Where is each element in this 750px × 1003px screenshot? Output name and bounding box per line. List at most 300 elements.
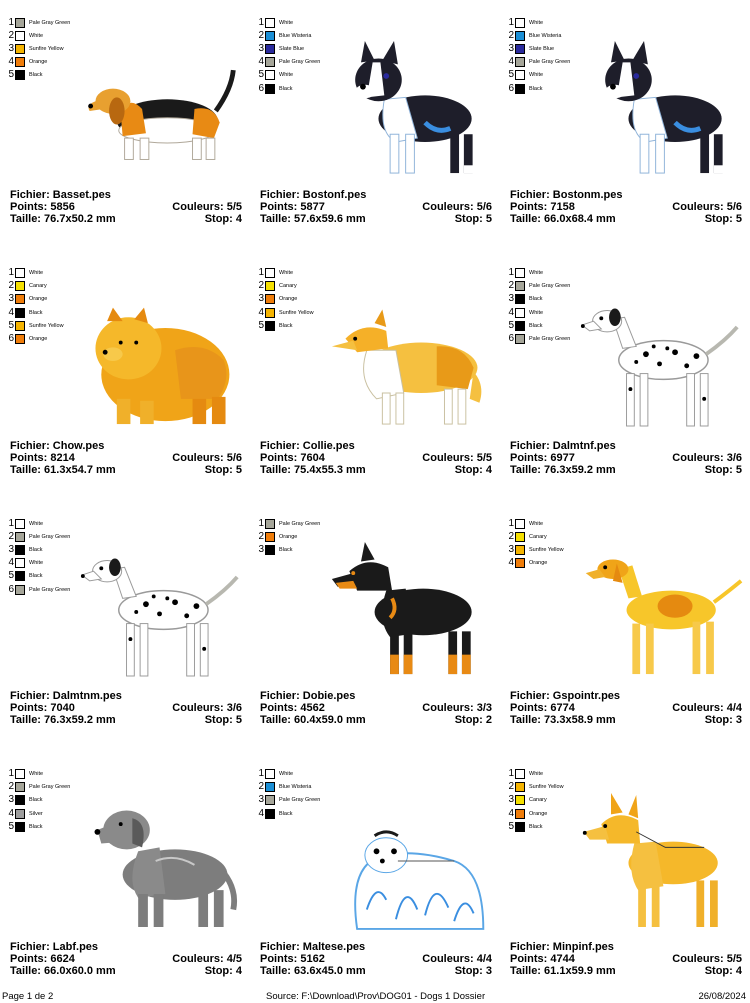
thread-color-name: Orange [529, 560, 548, 567]
stitch-points: Points: 5162 [260, 952, 325, 965]
color-swatch [15, 44, 25, 54]
color-swatch [515, 294, 525, 304]
points-row [510, 953, 742, 965]
color-swatch [15, 268, 25, 278]
color-swatch [265, 31, 275, 41]
color-swatch [265, 70, 275, 80]
color-swatch [515, 57, 525, 67]
page-number: Page 1 de 2 [2, 991, 54, 1002]
design-info [260, 440, 492, 476]
palette-index: 5 [258, 69, 264, 81]
color-swatch [515, 31, 525, 41]
color-swatch [515, 18, 525, 28]
size-row [10, 213, 242, 225]
points-row [10, 452, 242, 464]
design-size: Taille: 76.3x59.2 mm [10, 714, 116, 726]
design-size: Taille: 76.7x50.2 mm [10, 213, 116, 225]
color-swatch [515, 70, 525, 80]
stitch-points: Points: 7604 [260, 451, 325, 464]
palette-index: 1 [508, 267, 514, 279]
thread-color-name: Black [29, 309, 43, 316]
color-swatch [515, 822, 525, 832]
color-swatch [265, 281, 275, 291]
stop-count: Stop: 4 [204, 213, 242, 225]
thread-color-name: Blue Wisteria [279, 32, 312, 39]
size-row [510, 714, 742, 726]
design-info [260, 941, 492, 977]
color-count: Couleurs: 3/3 [422, 702, 492, 714]
design-size: Taille: 66.0x60.0 mm [10, 964, 116, 977]
thread-color-name: Sunfire Yellow [529, 546, 564, 553]
source-path: Source: F:\Download\Prov\DOG01 - Dogs 1 Dossier [266, 991, 486, 1002]
boston-terrier-embroidery [328, 34, 493, 184]
design-card [258, 515, 508, 766]
size-row [510, 213, 742, 225]
thread-color-name: White [29, 520, 44, 527]
file-row [260, 189, 492, 201]
palette-index: 1 [258, 267, 264, 279]
thread-color-name: Orange [279, 533, 298, 540]
color-swatch [515, 321, 525, 331]
palette-index: 3 [258, 42, 264, 54]
palette-index: 3 [8, 42, 14, 54]
color-swatch [15, 294, 25, 304]
thread-color-name: Pale Gray Green [529, 283, 571, 290]
basset-dog-embroidery [78, 34, 243, 184]
palette-index: 5 [8, 319, 14, 331]
points-row [510, 201, 742, 213]
color-swatch [265, 795, 275, 805]
design-card [258, 265, 508, 516]
thread-color-name: Pale Gray Green [29, 784, 71, 791]
design-info [260, 189, 492, 225]
thread-color-name: Pale Gray Green [279, 520, 321, 527]
design-info [510, 941, 742, 977]
palette-index: 4 [258, 306, 264, 318]
palette-index: 3 [258, 293, 264, 305]
stop-count: Stop: 5 [454, 213, 492, 225]
color-swatch [15, 782, 25, 792]
thread-color-name: Black [529, 296, 543, 303]
color-swatch [15, 532, 25, 542]
file-row [510, 440, 742, 452]
palette-index: 2 [258, 530, 264, 542]
palette-index: 3 [258, 794, 264, 806]
palette-index: 4 [508, 557, 514, 569]
thread-color-name: White [529, 771, 544, 778]
stitch-points: Points: 6774 [510, 702, 575, 714]
thread-color-name: Blue Wisteria [279, 784, 312, 791]
thread-color-name: White [529, 270, 544, 277]
file-name: Fichier: Maltese.pes [260, 940, 366, 953]
thread-color-name: Black [279, 85, 293, 92]
thread-color-name: Black [279, 810, 293, 817]
thread-color-name: Black [529, 322, 543, 329]
design-card [508, 766, 750, 1003]
thread-color-name: Black [279, 322, 293, 329]
color-swatch [15, 70, 25, 80]
file-row [10, 690, 242, 702]
stop-count: Stop: 4 [204, 964, 242, 977]
color-swatch [265, 308, 275, 318]
color-swatch [15, 585, 25, 595]
stitch-points: Points: 5856 [10, 201, 75, 213]
file-row [510, 941, 742, 953]
thread-color-name: Black [529, 85, 543, 92]
file-name: Fichier: Chow.pes [10, 439, 105, 452]
stitch-points: Points: 5877 [260, 201, 325, 213]
palette-row [508, 517, 598, 530]
points-row [260, 702, 492, 714]
color-count: Couleurs: 5/6 [672, 201, 742, 213]
color-swatch [265, 44, 275, 54]
palette-index: 5 [8, 820, 14, 832]
palette-index: 5 [508, 820, 514, 832]
thread-color-name: White [279, 72, 294, 79]
palette-row [508, 267, 598, 280]
stitch-points: Points: 7040 [10, 702, 75, 714]
color-swatch [15, 795, 25, 805]
thread-color-name: Slate Blue [279, 45, 305, 52]
color-swatch [15, 809, 25, 819]
design-info [10, 941, 242, 977]
file-name: Fichier: Dalmtnf.pes [510, 439, 616, 452]
palette-index: 2 [8, 781, 14, 793]
palette-row [8, 517, 98, 530]
thread-color-name: Silver [29, 810, 43, 817]
boston-terrier-embroidery [578, 34, 743, 184]
doberman-embroidery [328, 535, 493, 685]
file-name: Fichier: Collie.pes [260, 439, 355, 452]
palette-row [8, 768, 98, 781]
palette-index: 1 [258, 768, 264, 780]
color-swatch [265, 769, 275, 779]
color-count: Couleurs: 5/5 [672, 952, 742, 965]
file-row [260, 941, 492, 953]
color-swatch [515, 769, 525, 779]
palette-index: 5 [258, 319, 264, 331]
color-swatch [265, 268, 275, 278]
palette-index: 2 [8, 280, 14, 292]
palette-index: 1 [508, 768, 514, 780]
thread-color-name: White [529, 72, 544, 79]
palette-index: 4 [8, 306, 14, 318]
size-row [10, 464, 242, 476]
thread-color-name: Canary [279, 283, 297, 290]
color-swatch [15, 545, 25, 555]
color-count: Couleurs: 5/6 [172, 451, 242, 464]
file-name: Fichier: Labf.pes [10, 940, 99, 953]
thread-color-name: Pale Gray Green [279, 59, 321, 66]
thread-color-name: Orange [29, 59, 48, 66]
design-info [10, 690, 242, 726]
dalmatian-embroidery [578, 285, 743, 435]
size-row [260, 213, 492, 225]
palette-index: 2 [508, 530, 514, 542]
color-swatch [265, 18, 275, 28]
thread-color-name: White [279, 270, 294, 277]
color-swatch [15, 308, 25, 318]
palette-row [258, 267, 348, 280]
color-swatch [515, 809, 525, 819]
color-swatch [15, 769, 25, 779]
color-swatch [15, 31, 25, 41]
thread-color-name: Black [29, 823, 43, 830]
thread-color-name: Orange [29, 336, 48, 343]
thread-color-name: Sunfire Yellow [29, 322, 64, 329]
palette-index: 5 [508, 319, 514, 331]
dalmatian-embroidery [78, 535, 243, 685]
palette-index: 4 [508, 807, 514, 819]
points-row [10, 201, 242, 213]
color-count: Couleurs: 5/5 [422, 451, 492, 464]
design-size: Taille: 60.4x59.0 mm [260, 714, 366, 726]
file-name: Fichier: Gspointr.pes [510, 690, 621, 702]
palette-index: 1 [8, 517, 14, 529]
file-name: Fichier: Dalmtnm.pes [10, 690, 122, 702]
palette-row [258, 517, 348, 530]
color-swatch [15, 334, 25, 344]
stop-count: Stop: 3 [704, 714, 742, 726]
palette-index: 5 [8, 570, 14, 582]
thread-color-name: Sunfire Yellow [529, 784, 564, 791]
design-card [8, 515, 258, 766]
color-swatch [15, 558, 25, 568]
palette-index: 6 [508, 82, 514, 94]
thread-color-name: Black [529, 823, 543, 830]
color-swatch [265, 809, 275, 819]
thread-color-name: Sunfire Yellow [279, 309, 314, 316]
thread-color-name: Black [29, 573, 43, 580]
thread-color-name: Orange [279, 296, 298, 303]
file-name: Fichier: Minpinf.pes [510, 940, 614, 953]
stop-count: Stop: 3 [454, 964, 492, 977]
palette-index: 2 [508, 280, 514, 292]
thread-color-name: Black [279, 546, 293, 553]
design-grid [8, 14, 748, 984]
stop-count: Stop: 5 [704, 213, 742, 225]
thread-color-name: Orange [529, 810, 548, 817]
color-swatch [515, 44, 525, 54]
palette-row [8, 267, 98, 280]
stitch-points: Points: 8214 [10, 451, 75, 464]
design-size: Taille: 76.3x59.2 mm [510, 463, 616, 476]
size-row [260, 464, 492, 476]
palette-index: 6 [8, 583, 14, 595]
palette-index: 2 [8, 530, 14, 542]
stitch-points: Points: 6977 [510, 451, 575, 464]
palette-index: 3 [508, 42, 514, 54]
palette-index: 1 [258, 16, 264, 28]
thread-color-name: Canary [529, 533, 547, 540]
color-swatch [265, 84, 275, 94]
palette-index: 3 [8, 794, 14, 806]
points-row [510, 452, 742, 464]
color-swatch [515, 795, 525, 805]
stop-count: Stop: 5 [204, 463, 242, 476]
design-card [8, 265, 258, 516]
palette-index: 4 [258, 56, 264, 68]
thread-color-name: White [279, 19, 294, 26]
palette-index: 5 [8, 69, 14, 81]
color-swatch [515, 84, 525, 94]
design-card [508, 265, 750, 516]
color-swatch [515, 519, 525, 529]
palette-index: 1 [8, 768, 14, 780]
palette-index: 4 [258, 807, 264, 819]
palette-row [508, 768, 598, 781]
file-name: Fichier: Bostonm.pes [510, 189, 623, 201]
palette-index: 4 [8, 807, 14, 819]
file-row [510, 690, 742, 702]
color-swatch [515, 268, 525, 278]
thread-color-name: Pale Gray Green [529, 336, 571, 343]
palette-index: 1 [508, 16, 514, 28]
stitch-points: Points: 4744 [510, 952, 575, 965]
palette-index: 2 [258, 29, 264, 41]
color-swatch [515, 532, 525, 542]
palette-row [258, 768, 348, 781]
palette-index: 2 [258, 280, 264, 292]
design-info [260, 690, 492, 726]
collie-embroidery [328, 285, 493, 435]
maltese-embroidery [328, 786, 493, 936]
design-size: Taille: 61.3x54.7 mm [10, 463, 116, 476]
design-info [510, 440, 742, 476]
thread-color-name: Black [29, 546, 43, 553]
file-name: Fichier: Dobie.pes [260, 690, 356, 702]
palette-index: 4 [8, 557, 14, 569]
design-card [258, 766, 508, 1003]
file-name: Fichier: Bostonf.pes [260, 189, 367, 201]
design-info [510, 690, 742, 726]
design-info [510, 189, 742, 225]
color-swatch [15, 281, 25, 291]
size-row [10, 965, 242, 977]
palette-index: 3 [508, 543, 514, 555]
stop-count: Stop: 2 [454, 714, 492, 726]
thread-color-name: Black [29, 797, 43, 804]
design-size: Taille: 57.6x59.6 mm [260, 213, 366, 225]
stitch-points: Points: 6624 [10, 952, 75, 965]
thread-color-name: Canary [29, 283, 47, 290]
palette-index: 2 [508, 29, 514, 41]
palette-index: 6 [8, 333, 14, 345]
palette-index: 2 [8, 29, 14, 41]
color-swatch [265, 545, 275, 555]
size-row [510, 965, 742, 977]
palette-index: 1 [258, 517, 264, 529]
color-swatch [15, 519, 25, 529]
points-row [10, 953, 242, 965]
color-swatch [265, 519, 275, 529]
palette-index: 3 [508, 794, 514, 806]
design-size: Taille: 75.4x55.3 mm [260, 463, 366, 476]
palette-index: 3 [508, 293, 514, 305]
design-size: Taille: 66.0x68.4 mm [510, 213, 616, 225]
color-swatch [265, 57, 275, 67]
palette-index: 6 [258, 82, 264, 94]
color-swatch [515, 782, 525, 792]
color-swatch [265, 294, 275, 304]
thread-color-name: Pale Gray Green [29, 19, 71, 26]
design-info [10, 440, 242, 476]
color-swatch [15, 822, 25, 832]
color-swatch [515, 281, 525, 291]
stop-count: Stop: 5 [204, 714, 242, 726]
color-swatch [265, 321, 275, 331]
color-swatch [265, 782, 275, 792]
color-swatch [15, 57, 25, 67]
file-row [10, 941, 242, 953]
design-info [10, 189, 242, 225]
thread-color-name: Sunfire Yellow [29, 45, 64, 52]
labrador-embroidery [78, 786, 243, 936]
stop-count: Stop: 5 [704, 463, 742, 476]
thread-color-name: Pale Gray Green [29, 533, 71, 540]
color-swatch [265, 532, 275, 542]
color-count: Couleurs: 4/4 [422, 952, 492, 965]
color-count: Couleurs: 4/5 [172, 952, 242, 965]
palette-index: 4 [8, 56, 14, 68]
points-row [510, 702, 742, 714]
file-row [260, 690, 492, 702]
stop-count: Stop: 4 [454, 463, 492, 476]
size-row [10, 714, 242, 726]
color-swatch [15, 321, 25, 331]
file-row [510, 189, 742, 201]
pointer-embroidery [578, 535, 743, 685]
chow-chow-embroidery [78, 285, 243, 435]
color-count: Couleurs: 3/6 [172, 702, 242, 714]
palette-index: 3 [8, 293, 14, 305]
color-swatch [515, 334, 525, 344]
color-swatch [515, 308, 525, 318]
thread-color-name: White [29, 32, 44, 39]
thread-color-name: Orange [29, 296, 48, 303]
design-card [8, 766, 258, 1003]
thread-color-name: White [29, 270, 44, 277]
page-footer [0, 990, 750, 1003]
thread-color-name: Slate Blue [529, 45, 555, 52]
design-size: Taille: 61.1x59.9 mm [510, 964, 616, 977]
size-row [260, 965, 492, 977]
file-row [10, 440, 242, 452]
points-row [260, 201, 492, 213]
thread-color-name: White [29, 560, 44, 567]
palette-index: 4 [508, 306, 514, 318]
thread-color-name: Blue Wisteria [529, 32, 562, 39]
color-swatch [15, 571, 25, 581]
palette-index: 2 [258, 781, 264, 793]
design-size: Taille: 73.3x58.9 mm [510, 714, 616, 726]
thread-color-name: White [529, 309, 544, 316]
miniature-pinscher-embroidery [578, 786, 743, 936]
size-row [260, 714, 492, 726]
file-row [260, 440, 492, 452]
palette-row [508, 16, 598, 29]
color-swatch [515, 558, 525, 568]
thread-color-name: Canary [529, 797, 547, 804]
design-size: Taille: 63.6x45.0 mm [260, 964, 366, 977]
thread-color-name: Black [29, 72, 43, 79]
color-count: Couleurs: 4/4 [672, 702, 742, 714]
thread-color-name: White [529, 19, 544, 26]
palette-index: 3 [258, 543, 264, 555]
stitch-points: Points: 7158 [510, 201, 575, 213]
thread-color-name: Pale Gray Green [279, 797, 321, 804]
points-row [260, 953, 492, 965]
